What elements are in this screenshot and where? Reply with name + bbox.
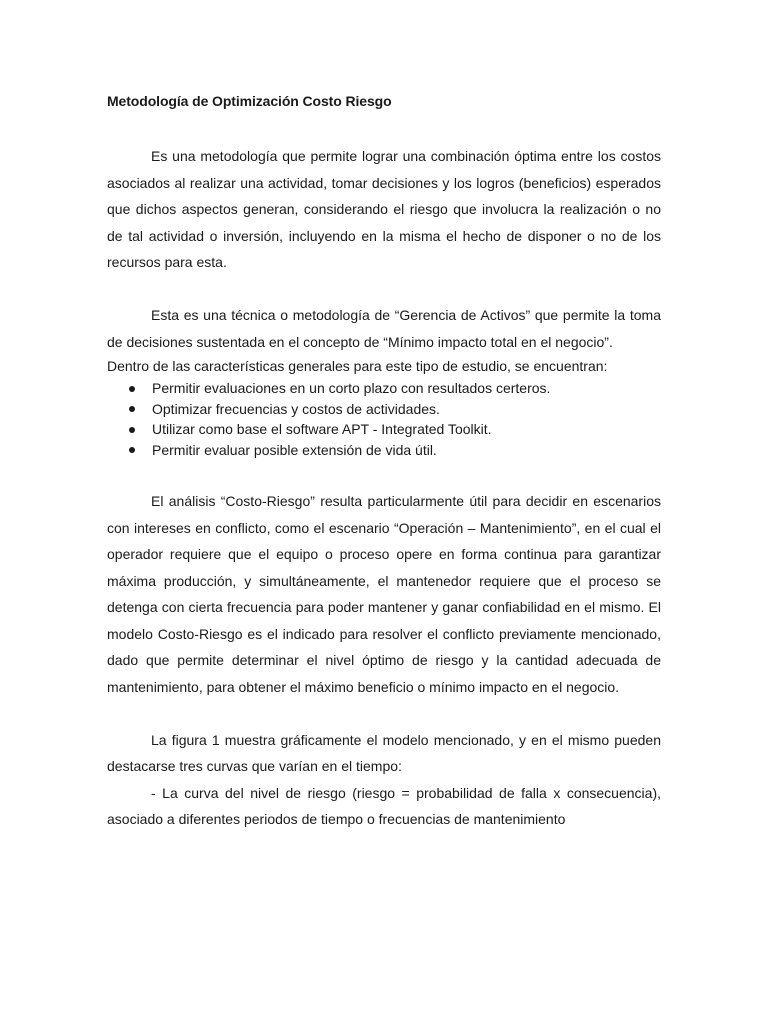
paragraph-analysis: El análisis “Costo-Riesgo” resulta particularmente útil para decidir en escenarios con intereses en conflicto, como el escenario “Operación – Mantenimiento”, en el cual el operador requiere que el equipo o proceso opere en forma continua para garantizar máxima producción, y simultáneamente, el mantenedor requiere que el proceso se detenga con cierta frecuencia para poder mantener y ganar confiabilidad en el mismo. El modelo Costo-Riesgo es el indicado para resolver el conflicto previamente mencionado, dado que permite determinar el nivel óptimo de riesgo y la cantidad adecuada de mantenimiento, para obtener el máximo beneficio o mínimo impacto en el negocio. (107, 493, 661, 695)
list-intro: Dentro de las características generales para este tipo de estudio, se encuentran: (107, 358, 608, 374)
list-item (107, 399, 661, 420)
list-item (107, 378, 661, 399)
list-item (107, 440, 661, 461)
list-item-text: Permitir evaluaciones en un corto plazo con resultados certeros. (152, 380, 551, 396)
paragraph-technique: Esta es una técnica o metodología de “Gerencia de Activos” que permite la toma de decisiones sustentada en el concepto de “Mínimo impacto total en el negocio”. (107, 307, 661, 350)
list-item (107, 419, 661, 440)
bullet-icon (129, 406, 135, 412)
characteristics-list (107, 378, 661, 460)
list-item-text: Permitir evaluar posible extensión de vida útil. (152, 441, 437, 458)
paragraph-risk-curve: - La curva del nivel de riesgo (riesgo = probabilidad de falla x consecuencia), asociado a diferentes periodos de tiempo o frecuencias de mantenimiento (107, 784, 661, 827)
paragraph-figure: La figura 1 muestra gráficamente el modelo mencionado, y en el mismo pueden destacarse tres curvas que varían en el tiempo: (107, 731, 661, 774)
bullet-icon (129, 427, 135, 433)
bullet-icon (129, 447, 135, 453)
list-item-text: Optimizar frecuencias y costos de actividades. (152, 400, 440, 417)
document-page (107, 90, 661, 833)
bullet-icon (129, 386, 135, 392)
list-item-text: Utilizar como base el software APT - Integrated Toolkit. (152, 421, 492, 437)
paragraph-definition: Es una metodología que permite lograr una combinación óptima entre los costos asociados al realizar una actividad, tomar decisiones y los logros (beneficios) esperados que dichos aspectos generan, considerando el riesgo que involucra la realización o no de tal actividad o inversión, incluyendo en la misma el hecho de disponer o no de los recursos para esta. (107, 148, 661, 270)
document-title: Metodología de Optimización Costo Riesgo (107, 93, 392, 109)
